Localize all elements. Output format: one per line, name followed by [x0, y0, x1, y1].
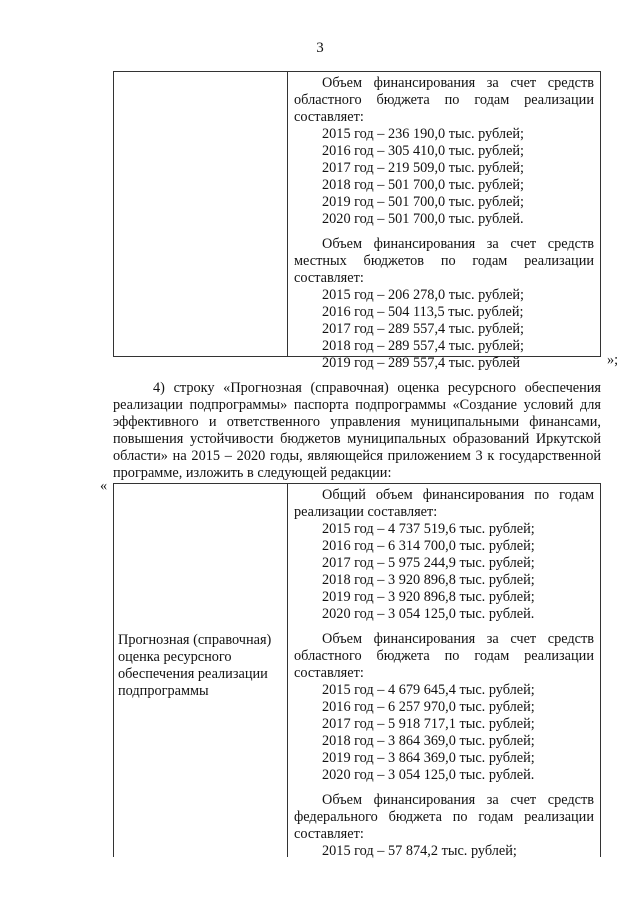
funding-year-line: 2019 год – 3 920 896,8 тыс. рублей;	[322, 589, 535, 605]
body-paragraph	[113, 380, 601, 482]
funding-year-line: 2015 год – 4 679 645,4 тыс. рублей;	[322, 682, 535, 698]
funding-year-line: 2017 год – 5 975 244,9 тыс. рублей;	[322, 555, 535, 571]
funding-year-line: 2015 год – 236 190,0 тыс. рублей;	[322, 126, 525, 142]
funding-year-line: 2018 год – 3 920 896,8 тыс. рублей;	[322, 572, 535, 588]
funding-year-line: 2020 год – 501 700,0 тыс. рублей.	[322, 211, 524, 227]
funding-year-line: 2017 год – 5 918 717,1 тыс. рублей;	[322, 716, 535, 732]
funding-intro: Объем финансирования за счет средств федерального бюджета по годам реализации составляет:	[294, 792, 594, 842]
funding-year-line: 2015 год – 57 874,2 тыс. рублей;	[322, 843, 517, 859]
funding-year-line: 2019 год – 3 864 369,0 тыс. рублей;	[322, 750, 535, 766]
funding-year-line: 2018 год – 289 557,4 тыс. рублей;	[322, 338, 525, 354]
table-right-cell	[288, 72, 600, 371]
funding-year-line: 2017 год – 289 557,4 тыс. рублей;	[322, 321, 525, 337]
funding-block-regional	[294, 75, 594, 228]
funding-year-line: 2016 год – 6 257 970,0 тыс. рублей;	[322, 699, 535, 715]
funding-block-federal	[294, 792, 594, 860]
financing-table-continued	[113, 71, 601, 371]
funding-intro: Объем финансирования за счет средств местных бюджетов по годам реализации составляет:	[294, 236, 594, 286]
funding-year-line: 2018 год – 501 700,0 тыс. рублей;	[322, 177, 525, 193]
funding-intro: Объем финансирования за счет средств областного бюджета по годам реализации составляет:	[294, 75, 594, 125]
funding-year-line: 2020 год – 3 054 125,0 тыс. рублей.	[322, 767, 535, 783]
row-label: Прогнозная (справочная) оценка ресурсного обеспечения реализации подпрограммы	[118, 632, 272, 699]
funding-year-line: 2016 год – 504 113,5 тыс. рублей;	[322, 304, 524, 320]
financing-table-new	[113, 483, 601, 857]
funding-block-local	[294, 236, 594, 372]
funding-year-line: 2019 год – 289 557,4 тыс. рублей	[322, 355, 521, 371]
funding-year-line: 2015 год – 206 278,0 тыс. рублей;	[322, 287, 525, 303]
closing-quote: »;	[607, 352, 619, 368]
table-left-cell	[114, 484, 288, 857]
funding-intro: Объем финансирования за счет средств областного бюджета по годам реализации составляет:	[294, 631, 594, 681]
funding-year-line: 2020 год – 3 054 125,0 тыс. рублей.	[322, 606, 535, 622]
opening-quote: «	[100, 478, 108, 494]
funding-year-line: 2018 год – 3 864 369,0 тыс. рублей;	[322, 733, 535, 749]
table-right-cell	[288, 484, 600, 857]
funding-intro: Общий объем финансирования по годам реализации составляет:	[294, 487, 594, 520]
funding-year-line: 2016 год – 6 314 700,0 тыс. рублей;	[322, 538, 535, 554]
table-left-cell-empty	[114, 72, 288, 356]
body-paragraph-text: 4) строку «Прогнозная (справочная) оценка ресурсного обеспечения реализации подпрограммы» паспорта подпрограммы «Создание условий для эффективного и ответственного управления муниципальными финансами, повышения устойчивости бюджетов муниципальных образований Иркутской области» на 2015 – 2020 годы, являющейся приложением 3 к государственной программе, изложить в следующей редакции:	[113, 380, 601, 481]
funding-year-line: 2017 год – 219 509,0 тыс. рублей;	[322, 160, 525, 176]
funding-year-line: 2016 год – 305 410,0 тыс. рублей;	[322, 143, 525, 159]
funding-block-total	[294, 487, 594, 623]
funding-year-line: 2015 год – 4 737 519,6 тыс. рублей;	[322, 521, 535, 537]
page-number: 3	[316, 40, 324, 56]
funding-year-line: 2019 год – 501 700,0 тыс. рублей;	[322, 194, 525, 210]
funding-block-regional	[294, 631, 594, 784]
